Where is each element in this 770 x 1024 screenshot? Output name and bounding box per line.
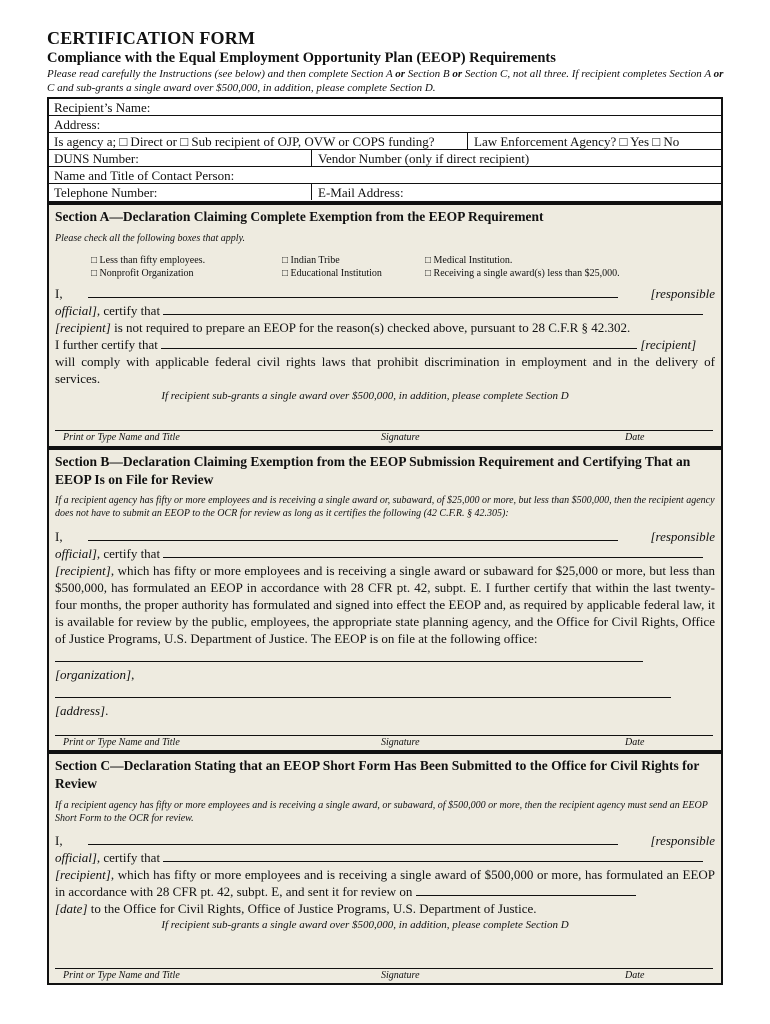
checkbox-educational[interactable]: □ Educational Institution	[282, 268, 382, 279]
section-c-note: If a recipient agency has fifty or more employees and is receiving a single award, or subaward, of $500,000 or more, then the recipient agency must send an EEOP Short Form to the OCR for review.	[55, 800, 708, 824]
address-line[interactable]	[55, 685, 671, 698]
recipient-name-field[interactable]	[49, 99, 721, 116]
section-a-signature-row[interactable]: Print or Type Name and Title Signature Date	[55, 430, 713, 431]
review-date-line[interactable]	[416, 883, 636, 896]
recipient-name-line[interactable]	[163, 302, 703, 315]
duns-vendor-row[interactable]	[49, 150, 721, 167]
checkbox-indian-tribe[interactable]: □ Indian Tribe	[282, 255, 340, 266]
recipient-name-line[interactable]	[163, 849, 703, 862]
section-b-certify-text: I, [responsible official], certify that [recipient], which has fifty or more employees and is receiving a single award or subaward for $25,000 or more, but less than $500,000, has formulated an EEOP in accordance with 28 CFR pt. 42, subpt. E. I further certify that within the last twenty-four months, the proper authority has formulated and signed into effect the EEOP and, as required by applicable federal law, it is available for review by the public, employees, the appropriate state planning agency, and the Office for Civil Rights, Office of Justice Programs, U.S. Department of Justice. The EEOP is on file at the following office: [organization], [address].	[55, 529, 715, 718]
email-label: E-Mail Address:	[318, 185, 404, 200]
section-a-certify-text: I, [responsible official], certify that [recipient] is not required to prepare an EEOP for the reason(s) checked above, pursuant to 28 C.F.R § 42.302. I further certify that [recipient] will comply with applicable federal civil rights laws that prohibit discrimination in employment and in the delivery of services. If recipient sub-grants a single award over $500,000, in addition, please complete Section D	[55, 285, 715, 405]
address-field[interactable]	[49, 116, 721, 133]
checkbox-nonprofit[interactable]: □ Nonprofit Organization	[91, 268, 194, 279]
section-a-subgrant-note: If recipient sub-grants a single award over $500,000, in addition, please complete Section D	[161, 390, 569, 402]
section-c-signature-row[interactable]: Print or Type Name and Title Signature Date	[55, 968, 713, 969]
section-c-certify-text: I, [responsible official], certify that [recipient], which has fifty or more employees and is receiving a single award of $500,000 or more, has formulated an EEOP in accordance with 28 CFR pt. 42, subpt. E, and sent it for review on [date] to the Office for Civil Rights, Office of Justice Programs, U.S. Department of Justice. If recipient sub-grants a single award over $500,000, in addition, please complete Section D	[55, 832, 715, 934]
section-b-title: Section B—Declaration Claiming Exemption from the EEOP Submission Requirement and Certifying That an EEOP Is on File for Review	[55, 454, 691, 487]
organization-line[interactable]	[55, 649, 643, 662]
phone-label: Telephone Number:	[54, 185, 158, 200]
checkbox-single-award[interactable]: □ Receiving a single award(s) less than $25,000.	[425, 268, 620, 279]
official-name-line[interactable]	[88, 285, 618, 298]
section-c-subgrant-note: If recipient sub-grants a single award over $500,000, in addition, please complete Section D	[161, 919, 569, 931]
recipient-name-line-2[interactable]	[161, 336, 637, 349]
contact-label: Name and Title of Contact Person:	[54, 168, 235, 183]
checkbox-less-than-fifty[interactable]: □ Less than fifty employees.	[91, 255, 206, 266]
contact-field[interactable]	[49, 167, 721, 184]
form-title: CERTIFICATION FORM	[47, 28, 256, 48]
section-a	[49, 205, 721, 446]
agency-type-row[interactable]	[49, 133, 721, 150]
section-c	[49, 754, 721, 983]
form-subtitle: Compliance with the Equal Employment Opportunity Plan (EEOP) Requirements	[47, 50, 556, 66]
form-instructions: Please read carefully the Instructions (see below) and then complete Section A or Section B or Section C, not all three. If recipient completes Section A or C and sub-grants a single award over $500,000, in addition, please complete Section D.	[47, 68, 724, 94]
section-b	[49, 450, 721, 750]
address-label: Address:	[54, 117, 101, 132]
section-a-note: Please check all the following boxes that apply.	[55, 233, 245, 244]
section-a-title: Section A—Declaration Claiming Complete Exemption from the EEOP Requirement	[55, 209, 544, 224]
section-b-note: If a recipient agency has fifty or more employees and is receiving a single award or, subaward, of $25,000 or more, but less than $500,000, then the recipient agency does not have to submit an EEOP to the OCR for review as long as it certifies the following (42 C.F.R. § 42.305):	[55, 495, 715, 519]
section-b-signature-row[interactable]: Print or Type Name and Title Signature Date	[55, 735, 713, 736]
phone-email-row[interactable]	[49, 184, 721, 201]
agency-type-label: Is agency a; □ Direct or □ Sub recipient of OJP, OVW or COPS funding?	[54, 134, 435, 149]
vendor-label: Vendor Number (only if direct recipient)	[318, 151, 530, 166]
law-enforcement-label: Law Enforcement Agency? □ Yes □ No	[474, 134, 680, 149]
official-name-line[interactable]	[88, 528, 618, 541]
recipient-name-label: Recipient’s Name:	[54, 100, 151, 115]
checkbox-medical-institution[interactable]: □ Medical Institution.	[425, 255, 513, 266]
duns-label: DUNS Number:	[54, 151, 139, 166]
recipient-name-line[interactable]	[163, 545, 703, 558]
section-c-title: Section C—Declaration Stating that an EEOP Short Form Has Been Submitted to the Office for Civil Rights for Review	[55, 758, 700, 791]
official-name-line[interactable]	[88, 832, 618, 845]
